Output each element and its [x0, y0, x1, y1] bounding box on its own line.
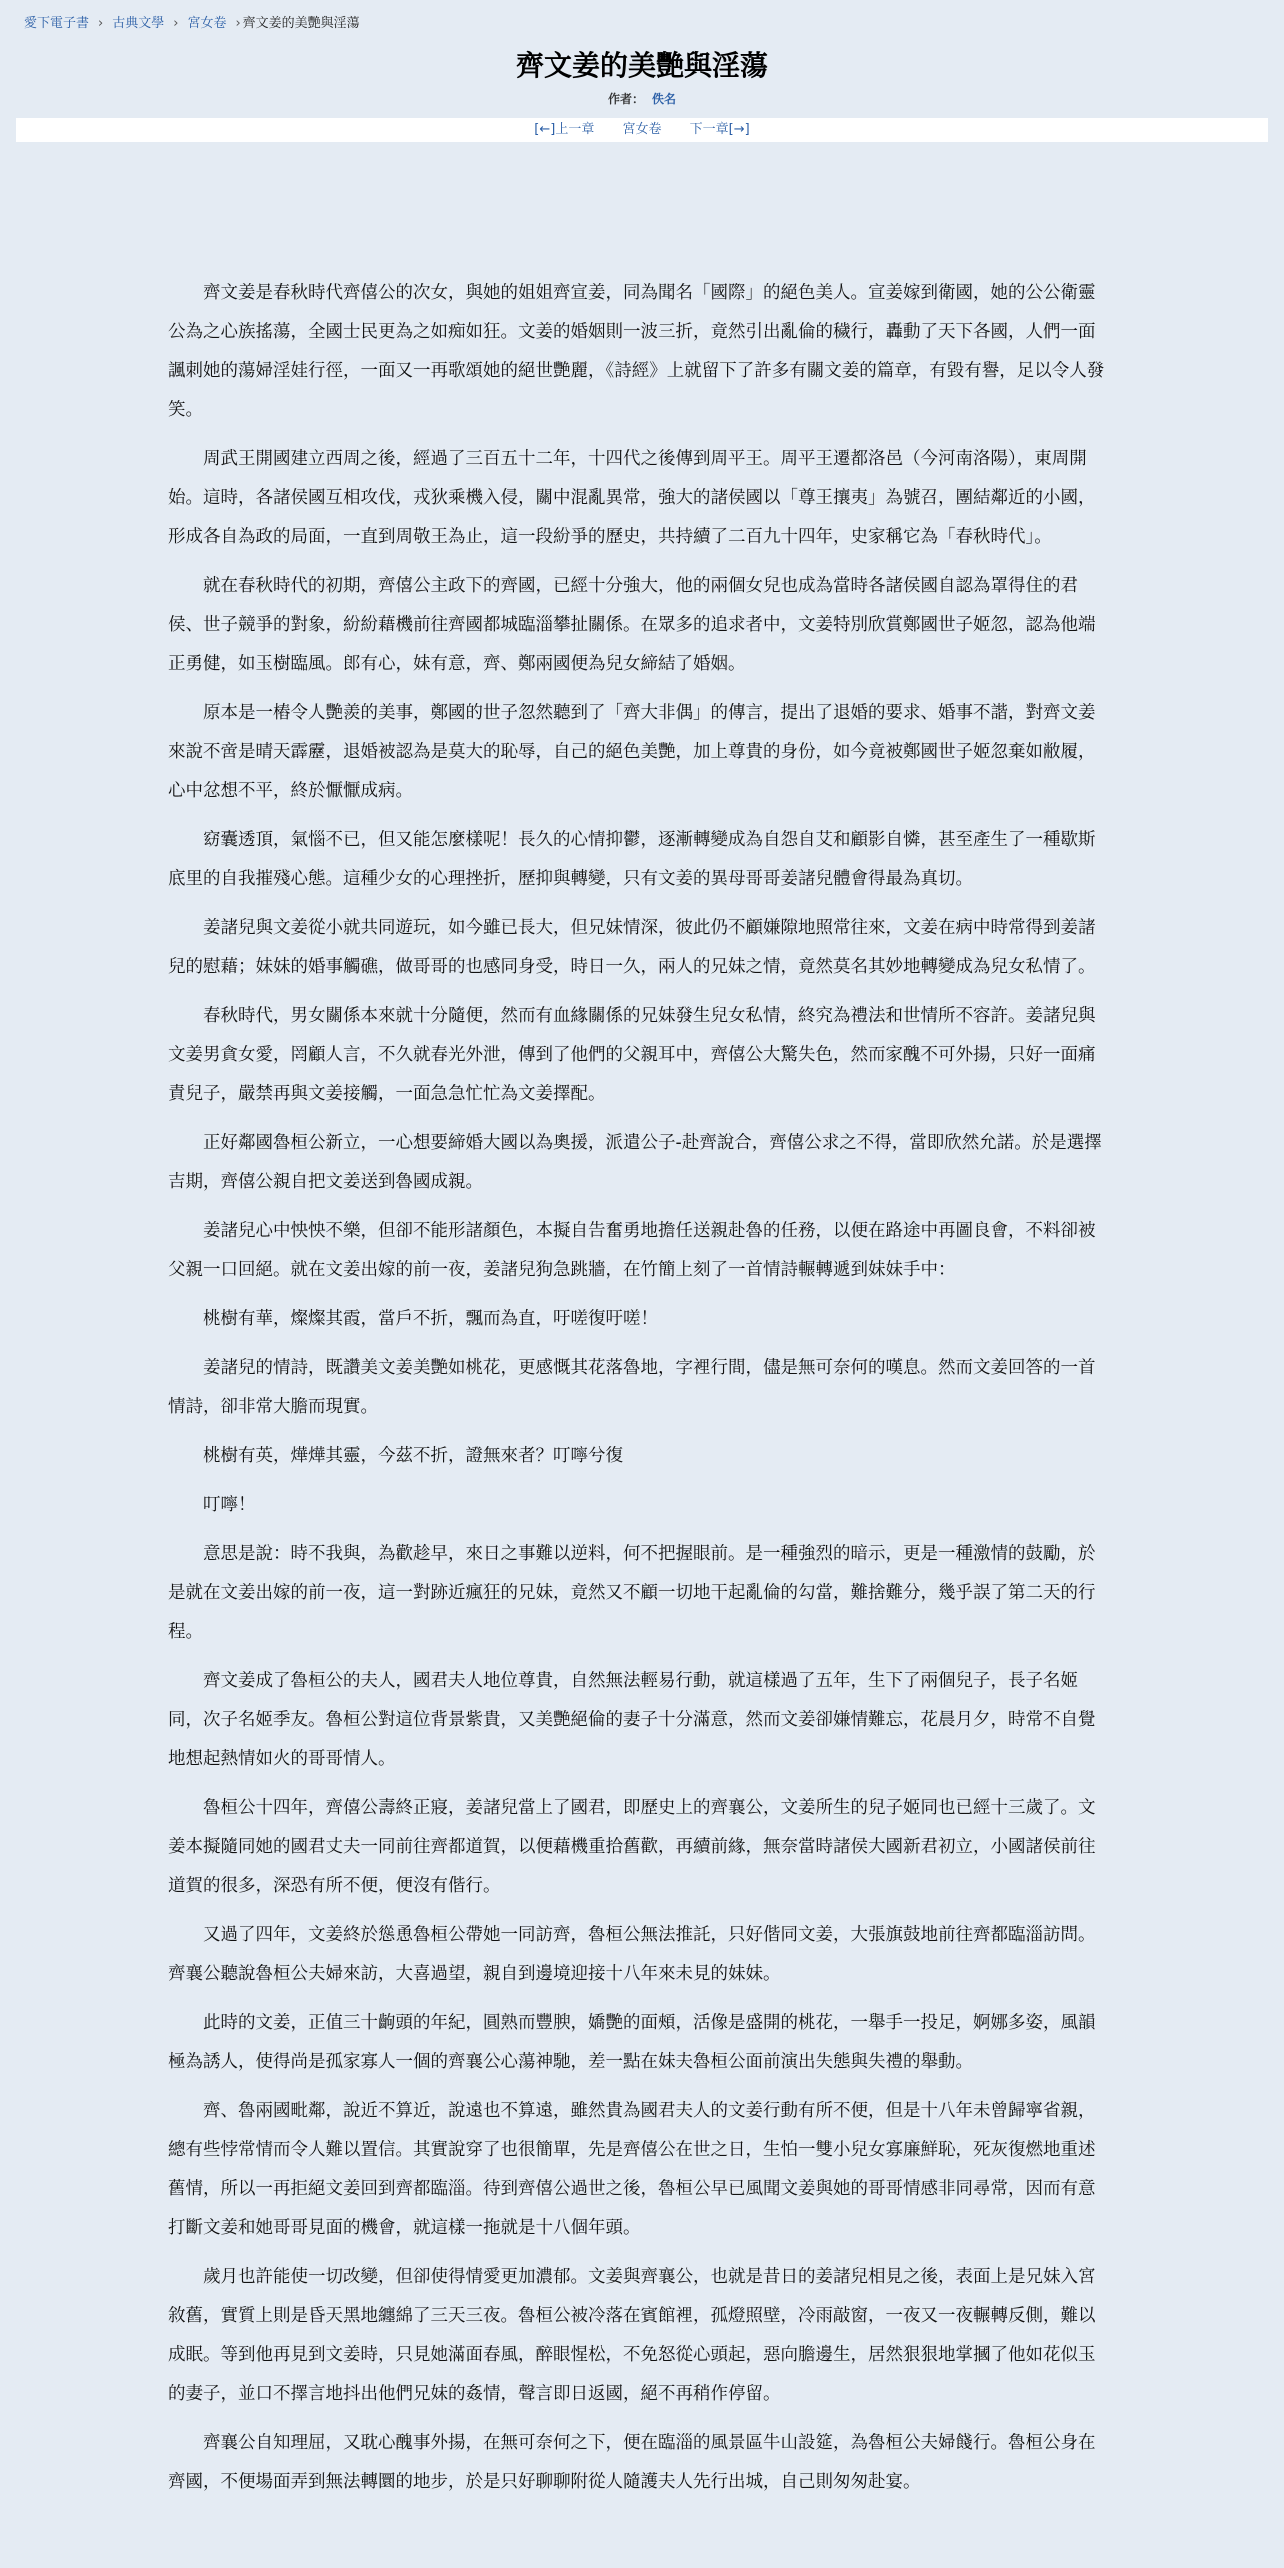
breadcrumb-current: 齊文姜的美艷與淫蕩	[242, 16, 360, 31]
author-label: 作者：	[607, 92, 644, 106]
paragraph: 原本是一樁令人艷羨的美事，鄭國的世子忽然聽到了「齊大非偶」的傳言，提出了退婚的要求、婚事不諧，對齊文姜來說不啻是晴天霹靂，退婚被認為是莫大的恥辱，自己的絕色美艷，加上尊貴的身份，如今竟被鄭國世子姬忽棄如敝履，心中忿想不平，終於懨懨成病。	[168, 703, 1096, 801]
breadcrumb-category-link[interactable]: 古典文學	[112, 16, 165, 31]
breadcrumb	[24, 12, 360, 31]
page-title: 齊文姜的美艷與淫蕩	[515, 49, 768, 82]
paragraph: 春秋時代，男女關係本來就十分隨便，然而有血緣關係的兄妹發生兒女私情，終究為禮法和世情所不容許。姜諸兒與文姜男貪女愛，罔顧人言，不久就春光外泄，傳到了他們的父親耳中，齊僖公大驚失色，然而家醜不可外揚，只好一面痛責兒子，嚴禁再與文姜接觸，一面急急忙忙為文姜擇配。	[168, 1006, 1096, 1104]
paragraph: 正好鄰國魯桓公新立，一心想要締婚大國以為奧援，派遣公子-赴齊說合，齊僖公求之不得，當即欣然允諾。於是選擇吉期，齊僖公親自把文姜送到魯國成親。	[168, 1133, 1102, 1192]
paragraph: 齊、魯兩國毗鄰，說近不算近，說遠也不算遠，雖然貴為國君夫人的文姜行動有所不便，但是十八年未曾歸寧省親，總有些悖常情而令人難以置信。其實說穿了也很簡單，先是齊僖公在世之日，生怕一雙小兒女寡廉鮮恥，死灰復燃地重述舊情，所以一再拒絕文姜回到齊都臨淄。待到齊僖公過世之後，魯桓公早已風聞文姜與她的哥哥情感非同尋常，因而有意打斷文姜和她哥哥見面的機會，就這樣一拖就是十八個年頭。	[168, 2101, 1096, 2238]
paragraph: 就在春秋時代的初期，齊僖公主政下的齊國，已經十分強大，他的兩個女兒也成為當時各諸侯國自認為罩得住的君侯、世子競爭的對象，紛紛藉機前往齊國都城臨淄攀扯關係。在眾多的追求者中，文姜特別欣賞鄭國世子姬忽，認為他端正勇健，如玉樹臨風。郎有心，妹有意，齊、鄭兩國便為兒女締結了婚姻。	[168, 576, 1096, 674]
next-chapter-link[interactable]: 下一章[→]	[689, 122, 750, 137]
article-body	[168, 274, 1112, 2512]
paragraph: 姜諸兒與文姜從小就共同遊玩，如今雖已長大，但兄妹情深，彼此仍不顧嫌隙地照常往來，文姜在病中時常得到姜諸兒的慰藉；妹妹的婚事觸礁，做哥哥的也感同身受，時日一久，兩人的兄妹之情，竟然莫名其妙地轉變成為兒女私情了。	[168, 918, 1096, 977]
paragraph: 周武王開國建立西周之後，經過了三百五十二年，十四代之後傳到周平王。周平王遷都洛邑（今河南洛陽），東周開始。這時，各諸侯國互相攻伐，戎狄乘機入侵，關中混亂異常，強大的諸侯國以「尊王攘夷」為號召，團結鄰近的小國，形成各自為政的局面，一直到周敬王為止，這一段紛爭的歷史，共持續了二百九十四年，史家稱它為「春秋時代」。	[168, 449, 1096, 547]
breadcrumb-home-link[interactable]: 愛下電子書	[24, 16, 90, 31]
chapter-nav	[16, 118, 1268, 142]
paragraph: 姜諸兒的情詩，既讚美文姜美艷如桃花，更感慨其花落魯地，字裡行間，儘是無可奈何的嘆息。然而文姜回答的一首情詩，卻非常大膽而現實。	[168, 1358, 1096, 1417]
poem-line: 桃樹有華，燦燦其霞，當戶不折，飄而為直，吁嗟復吁嗟！	[203, 1309, 658, 1329]
prev-chapter-link[interactable]: [←]上一章	[534, 122, 595, 137]
paragraph: 此時的文姜，正值三十齣頭的年紀，圓熟而豐腴，嬌艷的面頰，活像是盛開的桃花，一舉手一投足，婀娜多姿，風韻極為誘人，使得尚是孤家寡人一個的齊襄公心蕩神馳，差一點在妹夫魯桓公面前演出失態與失禮的舉動。	[168, 2013, 1096, 2072]
paragraph: 歲月也許能使一切改變，但卻使得情愛更加濃郁。文姜與齊襄公，也就是昔日的姜諸兒相見之後，表面上是兄妹入宮敘舊，實質上則是昏天黑地纏綿了三天三夜。魯桓公被冷落在賓館裡，孤燈照壁，冷雨敲窗，一夜又一夜輾轉反側，難以成眠。等到他再見到文姜時，只見她滿面春風，醉眼惺松，不免怒從心頭起，惡向膽邊生，居然狠狠地掌摑了他如花似玉的妻子，並口不擇言地抖出他們兄妹的姦情，聲言即日返國，絕不再稍作停留。	[168, 2267, 1096, 2404]
breadcrumb-separator: ›	[98, 16, 104, 31]
paragraph: 齊文姜成了魯桓公的夫人，國君夫人地位尊貴，自然無法輕易行動，就這樣過了五年，生下了兩個兒子，長子名姬同，次子名姬季友。魯桓公對這位背景紫貴，又美艷絕倫的妻子十分滿意，然而文姜卻嫌情難忘，花晨月夕，時常不自覺地想起熱情如火的哥哥情人。	[168, 1671, 1096, 1769]
paragraph: 齊文姜是春秋時代齊僖公的次女，與她的姐姐齊宣姜，同為聞名「國際」的絕色美人。宣姜嫁到衛國，她的公公衛靈公為之心族搖蕩，全國士民更為之如痴如狂。文姜的婚姻則一波三折，竟然引出亂倫的穢行，轟動了天下各國，人們一面諷刺她的蕩婦淫娃行徑，一面又一再歌頌她的絕世艷麗，《詩經》上就留下了許多有關文姜的篇章，有毀有譽，足以令人發笑。	[168, 283, 1105, 420]
poem-line: 叮嚀！	[203, 1495, 256, 1515]
paragraph: 魯桓公十四年，齊僖公壽終正寢，姜諸兒當上了國君，即歷史上的齊襄公，文姜所生的兒子姬同也已經十三歲了。文姜本擬隨同她的國君丈夫一同前往齊都道賀，以便藉機重拾舊歡，再續前緣，無奈當時諸侯大國新君初立，小國諸侯前往道賀的很多，深恐有所不便，便沒有偕行。	[168, 1798, 1096, 1896]
paragraph: 意思是說：時不我與，為歡趁早，來日之事難以逆料，何不把握眼前。是一種強烈的暗示，更是一種激情的鼓勵，於是就在文姜出嫁的前一夜，這一對跡近瘋狂的兄妹，竟然又不顧一切地干起亂倫的勾當，難捨難分，幾乎誤了第二天的行程。	[168, 1544, 1096, 1642]
paragraph: 又過了四年，文姜終於慫恿魯桓公帶她一同訪齊，魯桓公無法推託，只好偕同文姜，大張旗鼓地前往齊都臨淄訪問。齊襄公聽說魯桓公夫婦來訪，大喜過望，親自到邊境迎接十八年來未見的妹妹。	[168, 1925, 1096, 1984]
author-link[interactable]: 佚名	[652, 92, 677, 106]
paragraph: 姜諸兒心中怏怏不樂，但卻不能形諸顏色，本擬自告奮勇地擔任送親赴魯的任務，以便在路途中再圖良會，不料卻被父親一口回絕。就在文姜出嫁的前一夜，姜諸兒狗急跳牆，在竹簡上刻了一首情詩輾轉遞到妹妹手中：	[168, 1221, 1096, 1280]
paragraph: 窈囊透頂，氣惱不已，但又能怎麼樣呢！長久的心情抑鬱，逐漸轉變成為自怨自艾和顧影自憐，甚至產生了一種歇斯底里的自我摧殘心態。這種少女的心理挫折，歷抑與轉變，只有文姜的異母哥哥姜諸兒體會得最為真切。	[168, 830, 1096, 889]
poem-line: 桃樹有英，燁燁其靈，今茲不折，證無來者？叮嚀兮復	[203, 1446, 623, 1466]
breadcrumb-separator: ›	[235, 16, 241, 31]
breadcrumb-subcategory-link[interactable]: 宮女卷	[187, 16, 227, 31]
author-line	[0, 90, 1284, 107]
breadcrumb-separator: ›	[173, 16, 179, 31]
index-link[interactable]: 宮女卷	[622, 122, 662, 137]
paragraph: 齊襄公自知理屈，又耽心醜事外揚，在無可奈何之下，便在臨淄的風景區牛山設筵，為魯桓公夫婦餞行。魯桓公身在齊國，不便場面弄到無法轉圜的地步，於是只好聊聊附從人隨護夫人先行出城，自己則匆匆赴宴。	[168, 2433, 1096, 2492]
